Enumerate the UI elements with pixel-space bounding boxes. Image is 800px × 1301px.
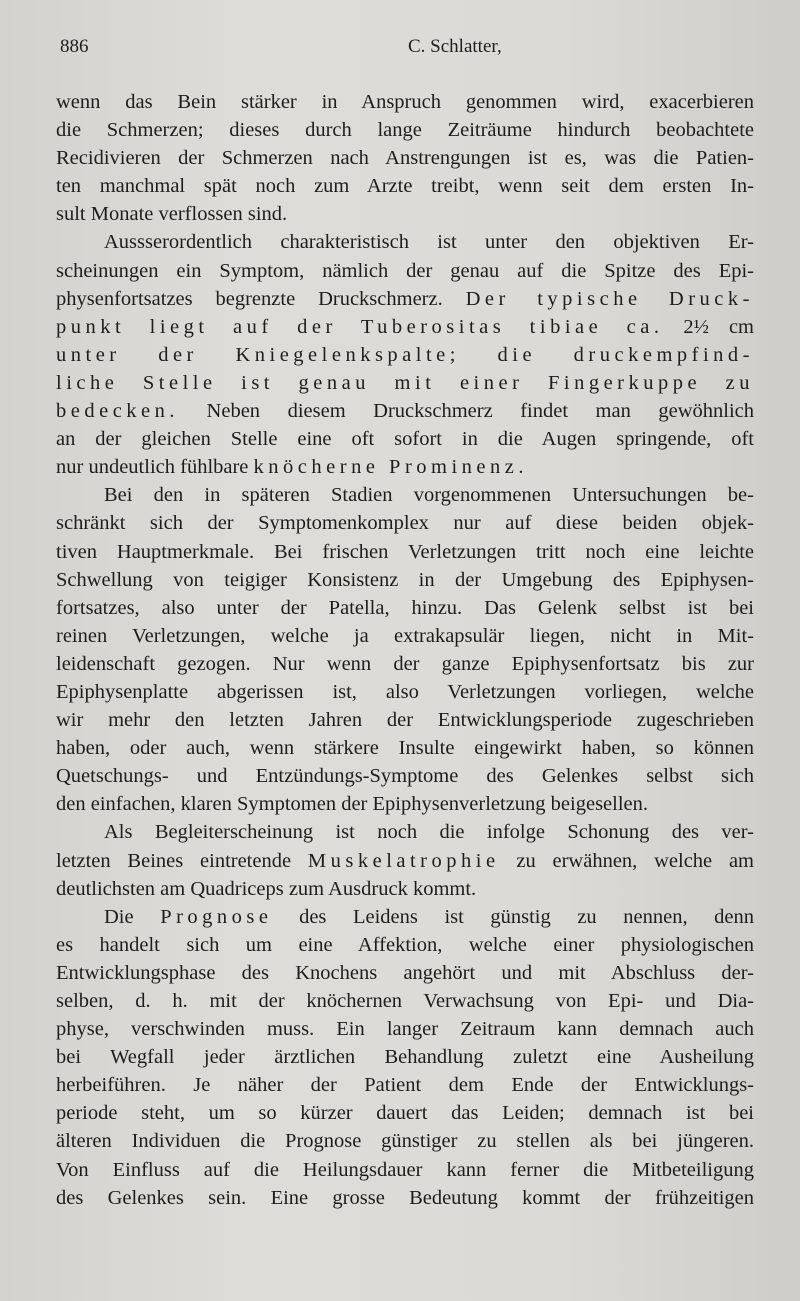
page-number: 886 [60,36,89,57]
text-segment: bei Wegfall jeder ärztlichen Behandlung zuletzt eine Ausheilung [56,1046,754,1069]
text-line [56,1127,754,1155]
text-segment: sult Monate verflossen sind. [56,203,288,226]
text-segment: letzten Beines eintretende [56,849,308,872]
text-line [56,369,754,397]
text-segment: Entwicklungsphase des Knochens angehört und mit Abschluss der- [56,961,754,984]
text-segment: älteren Individuen die Prognose günstiger zu stellen als bei jüngeren. [56,1130,754,1153]
text-line [56,88,754,116]
text-line [56,959,754,987]
text-line [56,200,754,228]
text-segment: wenn das Bein stärker in Anspruch genommen wird, exacerbieren [56,91,754,113]
spaced-emphasis: Prognose [160,905,273,928]
text-segment: nur undeutlich fühlbare [56,456,254,479]
text-segment: des Gelenkes sein. Eine grosse Bedeutung kommt der frühzeitigen [56,1186,754,1209]
spaced-emphasis: unter der Kniegelenkspalte; die druckempfind- [56,343,754,366]
text-segment: scheinungen ein Symptom, nämlich der genau auf die Spitze des Epi- [56,259,754,282]
text-line [56,144,754,172]
text-segment: deutlichsten am Quadriceps zum Ausdruck kommt. [56,877,477,900]
text-segment: des Leidens ist günstig zu nennen, denn [272,905,754,928]
text-segment: es handelt sich um eine Affektion, welche einer physiologischen [56,933,754,956]
text-line [56,762,754,790]
spaced-emphasis: Der typische Druck- [465,287,754,310]
text-segment: 2½ cm [663,315,754,338]
text-line [56,818,754,846]
text-line [56,875,754,903]
text-line [56,509,754,537]
text-line [56,987,754,1015]
text-segment: herbeiführen. Je näher der Patient dem Ende der Entwicklungs- [56,1074,754,1097]
text-line [56,678,754,706]
text-segment: ten manchmal spät noch zum Arzte treibt, wenn seit dem ersten In- [56,175,754,198]
text-line [56,538,754,566]
text-line [56,903,754,931]
text-line [56,172,754,200]
text-line [56,1043,754,1071]
text-segment: physe, verschwinden muss. Ein langer Zeitraum kann demnach auch [56,1018,754,1041]
text-segment: periode steht, um so kürzer dauert das Leiden; demnach ist bei [56,1102,754,1125]
text-segment: haben, oder auch, wenn stärkere Insulte eingewirkt haben, so können [56,737,754,760]
text-segment: tiven Hauptmerkmale. Bei frischen Verletzungen tritt noch eine leichte [56,540,754,563]
text-segment: Bei den in späteren Stadien vorgenommenen Untersuchungen be- [104,484,754,507]
text-line [56,313,754,341]
text-segment: leidenschaft gezogen. Nur wenn der ganze Epiphysenfortsatz bis zur [56,652,754,675]
text-segment: den einfachen, klaren Symptomen der Epiphysenverletzung beigesellen. [56,793,649,816]
text-line [56,1015,754,1043]
text-line [56,734,754,762]
spaced-emphasis: Muskelatrophie [307,849,500,872]
text-line [56,228,754,256]
text-line [56,285,754,313]
text-line [56,425,754,453]
body-text [56,88,754,1212]
text-line [56,1099,754,1127]
spaced-emphasis: bedecken. [56,400,180,423]
text-line [56,1156,754,1184]
running-head: C. Schlatter, [408,36,502,57]
text-segment: Als Begleiterscheinung ist noch die infolge Schonung des ver- [104,821,754,844]
text-segment: zu erwähnen, welche am [499,849,754,872]
text-line [56,1071,754,1099]
text-line [56,257,754,285]
text-segment: fortsatzes, also unter der Patella, hinzu. Das Gelenk selbst ist bei [56,596,754,619]
text-segment: Aussserordentlich charakteristisch ist unter den objektiven Er- [104,231,754,254]
text-segment: Von Einfluss auf die Heilungsdauer kann ferner die Mitbeteiligung [56,1158,754,1181]
spaced-emphasis: knöcherne Prominenz. [253,456,528,479]
spaced-emphasis: liche Stelle ist genau mit einer Fingerkuppe zu [56,371,754,394]
text-line [56,622,754,650]
text-segment: schränkt sich der Symptomenkomplex nur auf diese beiden objek- [56,512,754,535]
text-line [56,594,754,622]
text-segment: Schwellung von teigiger Konsistenz in der Umgebung des Epiphysen- [56,568,754,591]
text-segment: Neben diesem Druckschmerz findet man gewöhnlich [179,400,754,423]
text-segment: Die [104,905,161,928]
text-line [56,706,754,734]
text-line [56,790,754,818]
text-line [56,847,754,875]
text-segment: selben, d. h. mit der knöchernen Verwachsung von Epi- und Dia- [56,990,754,1012]
text-line [56,1184,754,1212]
text-line [56,481,754,509]
text-line [56,931,754,959]
page-header [56,36,752,66]
text-line [56,397,754,425]
text-segment: wir mehr den letzten Jahren der Entwicklungsperiode zugeschrieben [56,709,754,732]
text-segment: Recidivieren der Schmerzen nach Anstrengungen ist es, was die Patien- [56,147,754,170]
text-segment: Epiphysenplatte abgerissen ist, also Verletzungen vorliegen, welche [56,680,754,703]
text-line [56,341,754,369]
text-line [56,650,754,678]
text-line [56,566,754,594]
spaced-emphasis: punkt liegt auf der Tuberositas tibiae ca. [56,315,664,338]
text-segment: die Schmerzen; dieses durch lange Zeiträume hindurch beobachtete [56,119,754,142]
text-line [56,453,754,481]
text-segment: Quetschungs- und Entzündungs-Symptome des Gelenkes selbst sich [56,765,754,788]
text-segment: reinen Verletzungen, welche ja extrakapsulär liegen, nicht in Mit- [56,624,754,647]
text-segment: an der gleichen Stelle eine oft sofort in die Augen springende, oft [56,428,754,451]
text-segment: physenfortsatzes begrenzte Druckschmerz. [56,287,466,310]
text-line [56,116,754,144]
